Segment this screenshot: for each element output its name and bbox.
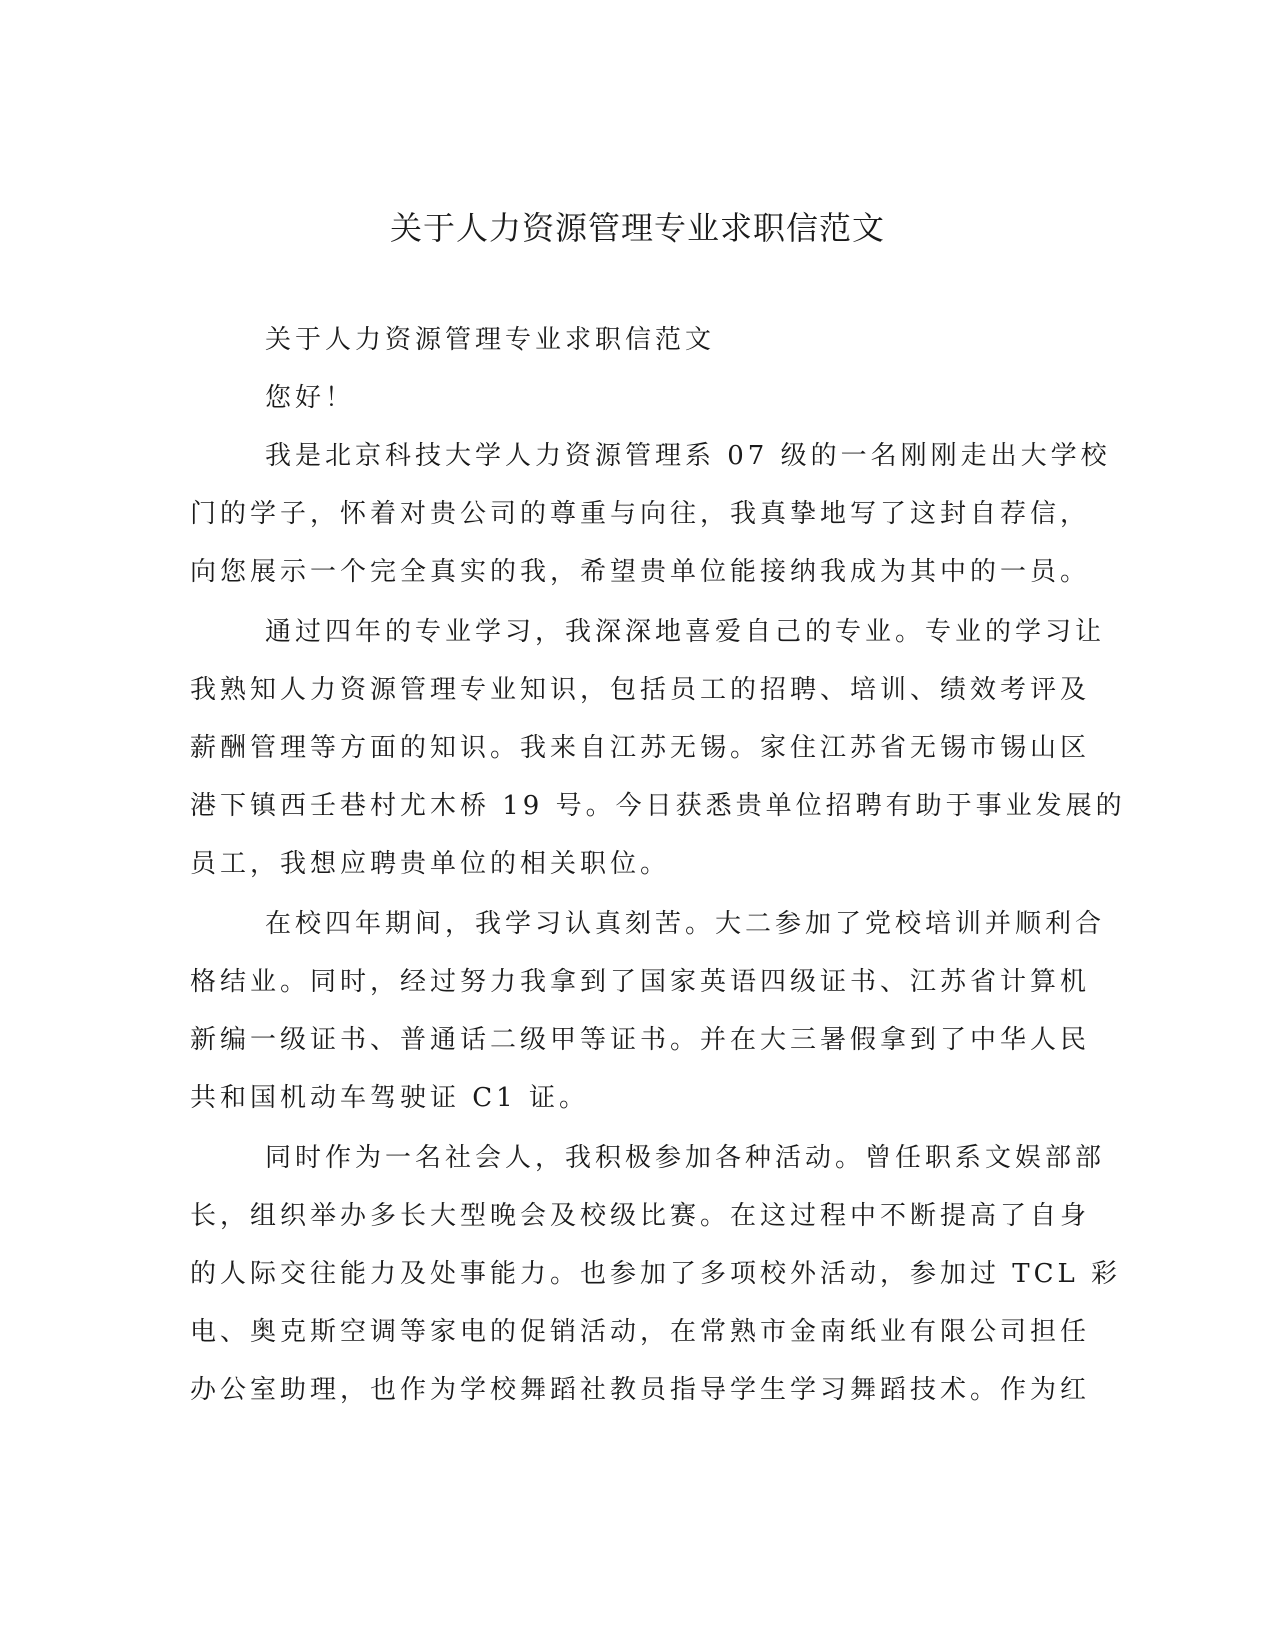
body-line: 关于人力资源管理专业求职信范文 — [265, 325, 716, 355]
body-line: 办公室助理，也作为学校舞蹈社教员指导学生学习舞蹈技术。作为红 — [190, 1375, 1091, 1405]
body-line: 我是北京科技大学人力资源管理系 07 级的一名刚刚走出大学校 — [265, 441, 1111, 471]
body-line: 的人际交往能力及处事能力。也参加了多项校外活动，参加过 TCL 彩 — [190, 1259, 1122, 1289]
body-line: 我熟知人力资源管理专业知识，包括员工的招聘、培训、绩效考评及 — [190, 675, 1091, 705]
body-line: 通过四年的专业学习，我深深地喜爱自己的专业。专业的学习让 — [265, 617, 1106, 647]
body-line: 向您展示一个完全真实的我，希望贵单位能接纳我成为其中的一员。 — [190, 557, 1091, 587]
document-title: 关于人力资源管理专业求职信范文 — [389, 209, 885, 247]
body-line: 电、奥克斯空调等家电的促销活动，在常熟市金南纸业有限公司担任 — [190, 1317, 1091, 1347]
body-line: 门的学子，怀着对贵公司的尊重与向往，我真挚地写了这封自荐信， — [190, 499, 1091, 529]
body-line: 长，组织举办多长大型晚会及校级比赛。在这过程中不断提高了自身 — [190, 1201, 1091, 1231]
body-line: 薪酬管理等方面的知识。我来自江苏无锡。家住江苏省无锡市锡山区 — [190, 733, 1091, 763]
body-line: 员工，我想应聘贵单位的相关职位。 — [190, 849, 671, 879]
body-line: 在校四年期间，我学习认真刻苦。大二参加了党校培训并顺利合 — [265, 909, 1106, 939]
body-line: 格结业。同时，经过努力我拿到了国家英语四级证书、江苏省计算机 — [190, 967, 1091, 997]
body-line: 新编一级证书、普通话二级甲等证书。并在大三暑假拿到了中华人民 — [190, 1025, 1091, 1055]
greeting-line: 您好！ — [265, 383, 356, 413]
body-line: 同时作为一名社会人，我积极参加各种活动。曾任职系文娱部部 — [265, 1143, 1106, 1173]
body-line: 港下镇西壬巷村尤木桥 19 号。今日获悉贵单位招聘有助于事业发展的 — [190, 791, 1126, 821]
body-line: 共和国机动车驾驶证 C1 证。 — [190, 1083, 589, 1113]
